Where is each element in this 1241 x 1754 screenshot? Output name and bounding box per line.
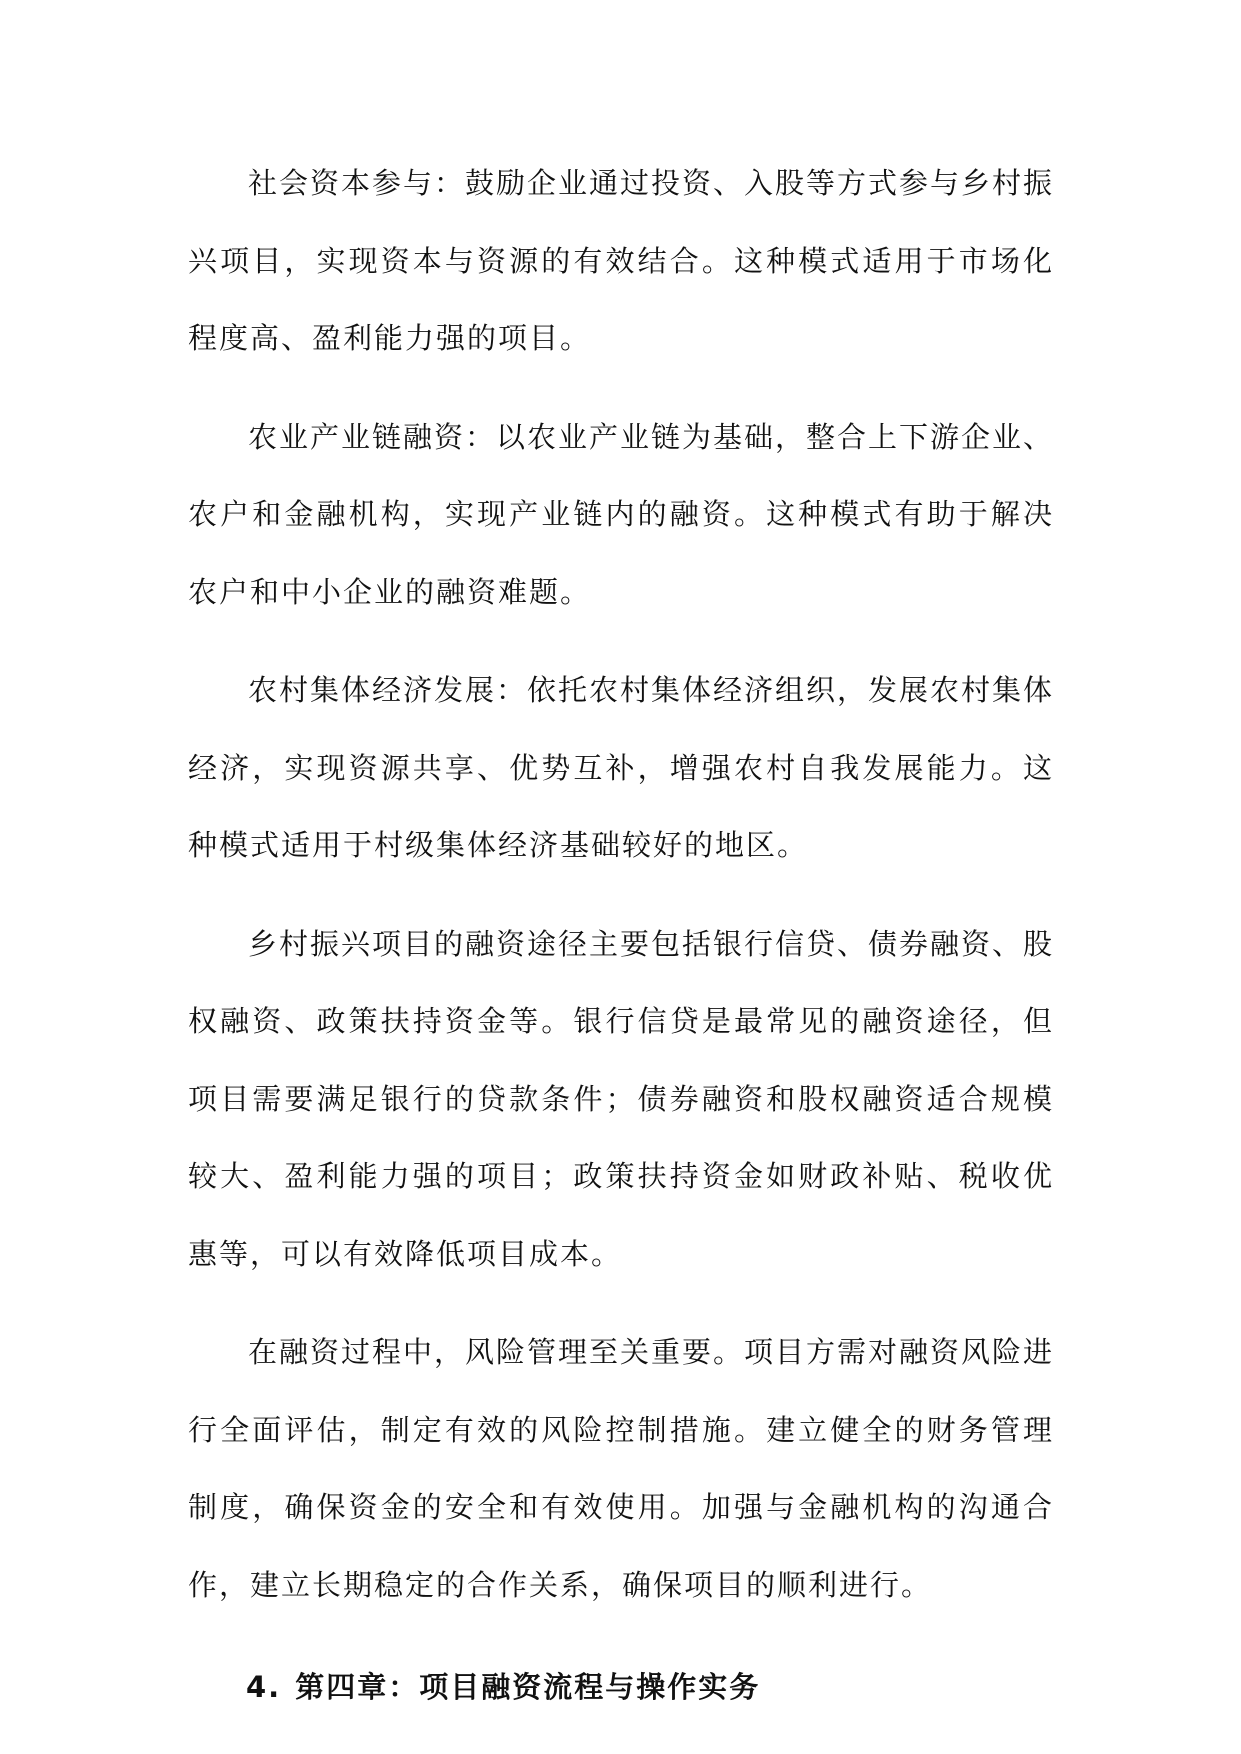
chapter-heading bbox=[188, 1667, 1054, 1707]
chapter-title: 第四章：项目融资流程与操作实务 bbox=[295, 1670, 761, 1704]
paragraph-financing-channels: 乡村振兴项目的融资途径主要包括银行信贷、债券融资、股权融资、政策扶持资金等。银行信贷是最常见的融资途径，但项目需要满足银行的贷款条件；债券融资和股权融资适合规模较大、盈利能力强的项目；政策扶持资金如财政补贴、税收优惠等，可以有效降低项目成本。 bbox=[188, 926, 1055, 1271]
paragraph-collective-economy: 农村集体经济发展：依托农村集体经济组织，发展农村集体经济，实现资源共享、优势互补，增强农村自我发展能力。这种模式适用于村级集体经济基础较好的地区。 bbox=[188, 673, 1055, 862]
document-body bbox=[188, 145, 1054, 1707]
paragraph-risk-management: 在融资过程中，风险管理至关重要。项目方需对融资风险进行全面评估，制定有效的风险控制措施。建立健全的财务管理制度，确保资金的安全和有效使用。加强与金融机构的沟通合作，建立长期稳定的合作关系，确保项目的顺利进行。 bbox=[188, 1335, 1055, 1602]
paragraph-social-capital: 社会资本参与：鼓励企业通过投资、入股等方式参与乡村振兴项目，实现资本与资源的有效结合。这种模式适用于市场化程度高、盈利能力强的项目。 bbox=[188, 166, 1055, 355]
chapter-number: 4. bbox=[246, 1670, 282, 1704]
paragraph-industry-chain: 农业产业链融资：以农业产业链为基础，整合上下游企业、农户和金融机构，实现产业链内的融资。这种模式有助于解决农户和中小企业的融资难题。 bbox=[188, 419, 1055, 609]
